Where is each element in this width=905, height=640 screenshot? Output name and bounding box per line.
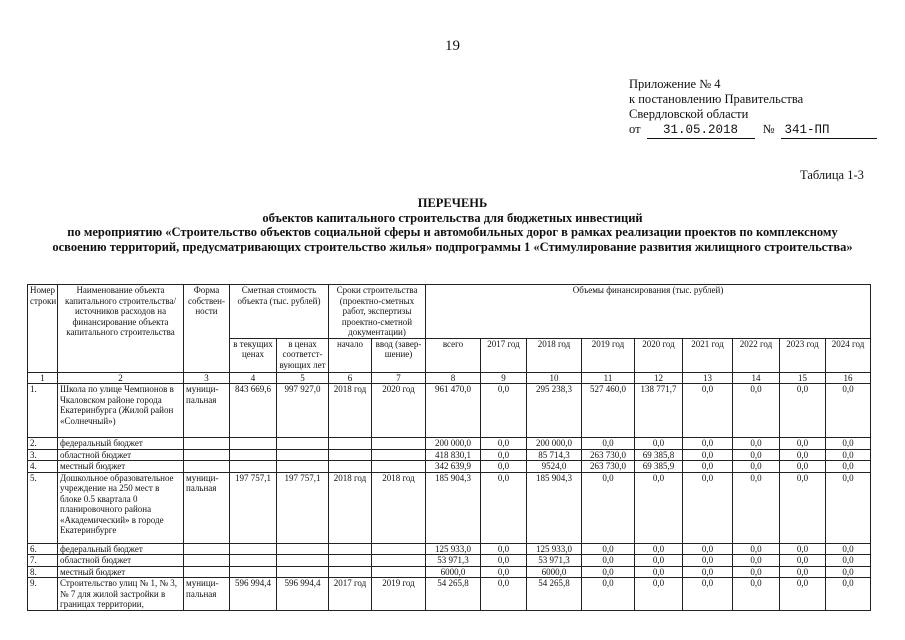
header-name: Наименование объекта капитального строительства/ источников расходов на финансирование объекта капитального строительства [58,285,184,373]
table-cell [372,555,426,567]
table-cell: 0,0 [826,438,871,450]
table-cell: 0,0 [733,384,780,438]
appendix-line-1: Приложение № 4 [629,77,721,91]
table-cell: 961 470,0 [426,384,481,438]
table-cell: местный бюджет [58,461,184,473]
table-cell: 0,0 [683,438,733,450]
table-label: Таблица 1-3 [800,168,864,182]
table-cell: 342 639,9 [426,461,481,473]
table-cell: 54 265,8 [527,578,582,611]
table-cell [184,543,230,555]
table-cell: 200 000,0 [426,438,481,450]
table-cell: 2018 год [329,384,372,438]
appendix-line-3: Свердловской области [629,107,749,121]
table-cell [372,543,426,555]
table-cell: 0,0 [780,461,826,473]
table-cell: 4. [28,461,58,473]
table-cell: 0,0 [780,566,826,578]
table-cell: 2020 год [372,384,426,438]
table-cell: 0,0 [780,384,826,438]
table-cell: 263 730,0 [582,461,635,473]
table-cell: 8. [28,566,58,578]
decree-number: 341-ПП [781,123,877,139]
title-line-1: объектов капитального строительства для бюджетных инвестиций [262,210,643,225]
header-total: всего [426,338,481,372]
appendix-block [629,77,877,139]
table-cell: 0,0 [733,438,780,450]
table-cell [277,438,329,450]
header-terms: Сроки строительства (проектно-сметных работ, экспертизы проектно-сметной документации) [329,285,426,339]
appendix-date-line [629,122,877,139]
table-cell: 9524,0 [527,461,582,473]
table-cell: муници-пальная [184,384,230,438]
table-cell: 0,0 [826,578,871,611]
number-prefix: № [762,122,775,136]
table-cell: 0,0 [780,555,826,567]
table-cell [372,566,426,578]
table-cell: 69 385,9 [635,461,683,473]
table-cell: 0,0 [582,543,635,555]
column-number: 10 [527,372,582,384]
table-cell: 6. [28,543,58,555]
table-cell [277,543,329,555]
column-number: 7 [372,372,426,384]
table-cell: 0,0 [635,566,683,578]
column-number: 2 [58,372,184,384]
table-cell: 5. [28,472,58,543]
table-cell: 9. [28,578,58,611]
table-cell [372,438,426,450]
table-cell: 0,0 [826,472,871,543]
table-cell: 0,0 [683,555,733,567]
table-row [28,578,871,611]
table-cell [230,449,277,461]
table-row [28,543,871,555]
column-number: 16 [826,372,871,384]
table-cell: 200 000,0 [527,438,582,450]
table-cell [372,461,426,473]
table-cell [329,543,372,555]
table-cell: 0,0 [481,566,527,578]
table-cell: 2. [28,438,58,450]
table-cell [329,555,372,567]
table-cell: 0,0 [780,449,826,461]
table-cell: 0,0 [733,578,780,611]
table-cell [277,566,329,578]
table-cell: 0,0 [683,461,733,473]
table-cell: 596 994,4 [230,578,277,611]
decree-date: 31.05.2018 [647,123,755,139]
table-cell [184,566,230,578]
table-cell: 0,0 [780,578,826,611]
table-cell [372,449,426,461]
table-cell: 54 265,8 [426,578,481,611]
table-cell: 0,0 [733,472,780,543]
table-cell: 843 669,6 [230,384,277,438]
table-cell: 0,0 [733,449,780,461]
header-year: 2023 год [780,338,826,372]
column-number: 9 [481,372,527,384]
table-cell [277,555,329,567]
table-cell: 0,0 [683,566,733,578]
header-year: 2019 год [582,338,635,372]
header-cost-year: в ценах соответст-вующих лет [277,338,329,372]
table-cell [329,438,372,450]
table-cell: 596 994,4 [277,578,329,611]
table-cell [184,461,230,473]
table-cell [329,449,372,461]
table-row [28,461,871,473]
table-cell: 527 460,0 [582,384,635,438]
column-number: 14 [733,372,780,384]
table-cell [329,461,372,473]
table-cell: 185 904,3 [426,472,481,543]
appendix-line-2: к постановлению Правительства [629,92,804,106]
column-number: 5 [277,372,329,384]
header-year: 2021 год [683,338,733,372]
table-cell [277,449,329,461]
column-number: 13 [683,372,733,384]
table-cell: 0,0 [733,555,780,567]
table-cell [230,543,277,555]
table-cell: 0,0 [683,472,733,543]
table-cell: 0,0 [733,543,780,555]
table-cell: 0,0 [582,566,635,578]
table-cell: 0,0 [683,578,733,611]
table-cell: 997 927,0 [277,384,329,438]
table-cell: 0,0 [582,578,635,611]
table-cell [184,449,230,461]
table-cell: 125 933,0 [426,543,481,555]
table-cell: 197 757,1 [277,472,329,543]
column-number: 6 [329,372,372,384]
table-cell: 0,0 [635,555,683,567]
table-cell: 0,0 [635,472,683,543]
table-cell: Школа по улице Чемпионов в Чкаловском районе города Екатеринбурга (Жилой район «Солнечный») [58,384,184,438]
table-cell: 69 385,8 [635,449,683,461]
table-cell [230,566,277,578]
table-cell: 0,0 [683,449,733,461]
table-cell: 0,0 [481,438,527,450]
header-start: начало [329,338,372,372]
table-cell: муници-пальная [184,472,230,543]
table-cell: 2019 год [372,578,426,611]
table-cell: 6000,0 [426,566,481,578]
column-number: 15 [780,372,826,384]
investment-table [27,284,871,611]
column-number-row [28,372,871,384]
title-line-3: освоению территорий, предусматривающих строительство жилья» подпрограммы 1 «Стимулирование развития жилищного строительства» [52,239,853,254]
table-cell: 3. [28,449,58,461]
table-row [28,449,871,461]
table-cell: 0,0 [481,449,527,461]
table-cell [230,461,277,473]
table-cell: местный бюджет [58,566,184,578]
column-number: 11 [582,372,635,384]
table-cell: 0,0 [780,472,826,543]
table-cell: Строительство улиц № 1, № 3, № 7 для жилой застройки в границах территории, [58,578,184,611]
column-number: 8 [426,372,481,384]
table-cell: 0,0 [635,438,683,450]
table-cell: 0,0 [635,543,683,555]
table-row [28,472,871,543]
header-year: 2020 год [635,338,683,372]
table-cell: 0,0 [826,566,871,578]
table-cell [277,461,329,473]
table-cell: 0,0 [826,461,871,473]
table-cell: 0,0 [733,461,780,473]
table-cell: 0,0 [826,384,871,438]
table-cell: 0,0 [481,543,527,555]
title-heading: ПЕРЕЧЕНЬ [417,196,488,210]
table-cell [329,566,372,578]
column-number: 1 [28,372,58,384]
table-cell: 6000,0 [527,566,582,578]
column-number: 3 [184,372,230,384]
table-cell: 0,0 [635,578,683,611]
table-row [28,555,871,567]
header-year: 2017 год [481,338,527,372]
table-cell: Дошкольное образовательное учреждение на 250 мест в блоке 0.5 квартала 0 планировочного района «Академический» в городе Екатеринбурге [58,472,184,543]
table-cell: 0,0 [683,384,733,438]
table-cell: 0,0 [481,461,527,473]
table-cell: 125 933,0 [527,543,582,555]
table-cell: 85 714,3 [527,449,582,461]
table-cell: 7. [28,555,58,567]
table-cell [230,555,277,567]
table-cell: федеральный бюджет [58,438,184,450]
table-cell: 0,0 [582,472,635,543]
table-cell [230,438,277,450]
table-cell: 2017 год [329,578,372,611]
table-cell: 0,0 [481,578,527,611]
header-number: Номер строки [28,285,58,373]
table-cell: 0,0 [826,543,871,555]
table-cell: 295 238,3 [527,384,582,438]
header-cost: Сметная стоимость объекта (тыс. рублей) [230,285,329,339]
table-cell: областной бюджет [58,449,184,461]
table-cell: 2018 год [372,472,426,543]
table-cell: 2018 год [329,472,372,543]
header-form: Форма собствен-ности [184,285,230,373]
table-cell: 0,0 [481,384,527,438]
header-cost-current: в текущих ценах [230,338,277,372]
header-funding: Объемы финансирования (тыс. рублей) [426,285,871,339]
table-cell: областной бюджет [58,555,184,567]
table-cell [184,438,230,450]
table-cell: 197 757,1 [230,472,277,543]
column-number: 4 [230,372,277,384]
table-cell: 0,0 [582,555,635,567]
table-cell: 263 730,0 [582,449,635,461]
table-cell: 53 971,3 [426,555,481,567]
table-cell: муници-пальная [184,578,230,611]
table-cell: 0,0 [582,438,635,450]
page-number: 19 [445,38,460,54]
header-end: ввод (завер-шение) [372,338,426,372]
table-cell: 0,0 [780,438,826,450]
header-year: 2018 год [527,338,582,372]
table-cell: 0,0 [826,449,871,461]
table-row [28,566,871,578]
table-cell: 0,0 [780,543,826,555]
table-cell: 185 904,3 [527,472,582,543]
table-cell: 0,0 [683,543,733,555]
table-cell: 138 771,7 [635,384,683,438]
table-cell: 1. [28,384,58,438]
table-cell: 0,0 [481,555,527,567]
date-prefix: от [629,122,641,136]
table-cell: федеральный бюджет [58,543,184,555]
table-row [28,438,871,450]
table-cell: 0,0 [481,472,527,543]
table-cell: 0,0 [826,555,871,567]
header-year: 2022 год [733,338,780,372]
table-row [28,384,871,438]
title-line-2: по мероприятию «Строительство объектов социальной сферы и автомобильных дорог в рамках реализации проектов по комплексному [67,225,838,239]
table-cell [184,555,230,567]
table-cell: 418 830,1 [426,449,481,461]
column-number: 12 [635,372,683,384]
document-title [0,196,905,254]
table-cell: 0,0 [733,566,780,578]
table-cell: 53 971,3 [527,555,582,567]
header-year: 2024 год [826,338,871,372]
